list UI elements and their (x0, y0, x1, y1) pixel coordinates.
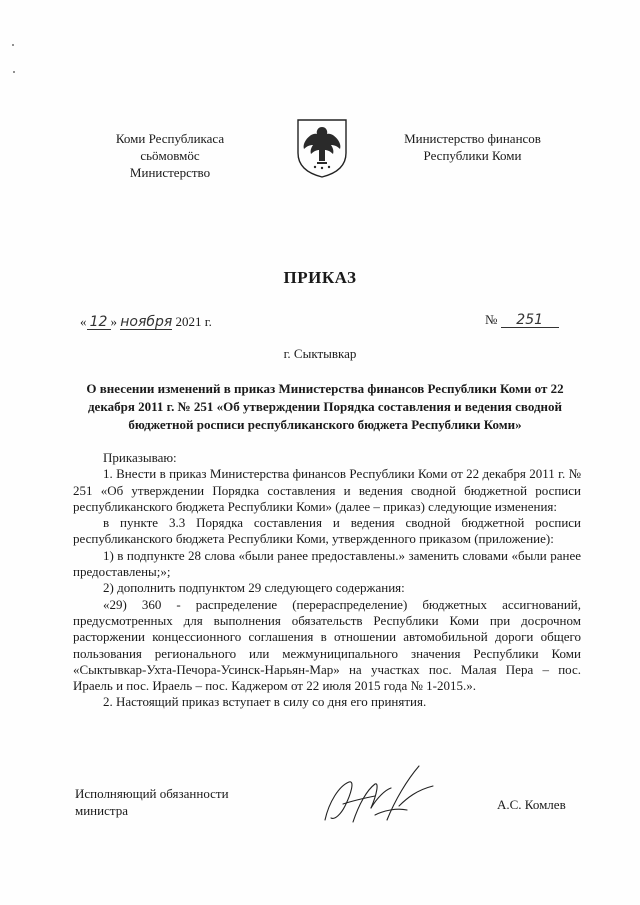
date-close-quote: » (110, 314, 117, 329)
header-right-line-1: Министерство финансов (404, 131, 541, 146)
city: г. Сыктывкар (283, 346, 357, 361)
signatory-position-line-2: министра (75, 803, 128, 818)
number-value: 251 (501, 313, 559, 328)
order-subject: О внесении изменений в приказ Министерства финансов Республики Коми от 22 декабря 2011 г. № 251 «Об утверждении Порядка составления и ведения сводной бюджетной росписи республиканского бюджета Республики Коми» (86, 381, 564, 432)
body-paragraph: 2. Настоящий приказ вступает в силу со дня его принятия. (103, 694, 427, 710)
body-paragraph: Приказываю: (103, 450, 177, 465)
header-left-line-3: Министерство (129, 165, 211, 180)
date-day: 12 (87, 315, 111, 330)
body-paragraph: 2) дополнить подпунктом 29 следующего содержания: (103, 580, 405, 596)
header-right-line-2: Республики Коми (423, 148, 522, 163)
body-paragraph: «29) 360 - распределение (перераспределение) бюджетных ассигнований, предусмотренных для выполнения обязательств Республики Коми при досрочном расторжении концессионного соглашения в отношении автомобильной дороги общего пользования регионального или межмуниципального значения Республики Коми «Сыктывкар-Ухта-Печора-Усинск-Нарьян-Мар» на участках пос. Малая Пера – пос. Ираель и пос. Ираель – пос. Каджером от 22 июля 2015 года № 1-2015.». (73, 596, 581, 694)
body-paragraph: 1) в подпункте 28 слова «были ранее предоставлены.» заменить словами «были ранее предоставлены;»; (73, 547, 581, 580)
scan-specks (8, 42, 18, 82)
order-body (73, 450, 581, 711)
order-date (80, 314, 212, 330)
body-paragraph: 1. Внести в приказ Министерства финансов Республики Коми от 22 декабря 2011 г. № 251 «Об утверждении Порядка составления и ведения сводной бюджетной росписи республиканского бюджета Республики Коми» (далее – приказ) следующие изменения: (73, 466, 581, 514)
order-number (485, 312, 559, 328)
body-paragraph: в пункте 3.3 Порядка составления и ведения сводной бюджетной росписи республиканского бюджета Республики Коми, утвержденного приказом (приложение): (73, 515, 581, 547)
header-right-authority (385, 130, 560, 164)
coat-of-arms-icon (295, 117, 349, 179)
signatory-name: А.С. Комлев (497, 797, 566, 812)
signatory-position (75, 785, 275, 819)
header-left-authority (95, 130, 245, 181)
signatory-position-line-1: Исполняющий обязанности (75, 786, 229, 801)
header-left-line-1: Коми Республикаса (115, 131, 225, 146)
document-title: ПРИКАЗ (283, 268, 357, 287)
header-left-line-2: сьӧмовмӧс (140, 148, 200, 163)
date-month: ноября (120, 314, 173, 330)
date-open-quote: « (80, 314, 87, 329)
number-label: № (485, 312, 498, 327)
date-year: 2021 г. (175, 314, 212, 329)
handwritten-signature (315, 760, 445, 830)
